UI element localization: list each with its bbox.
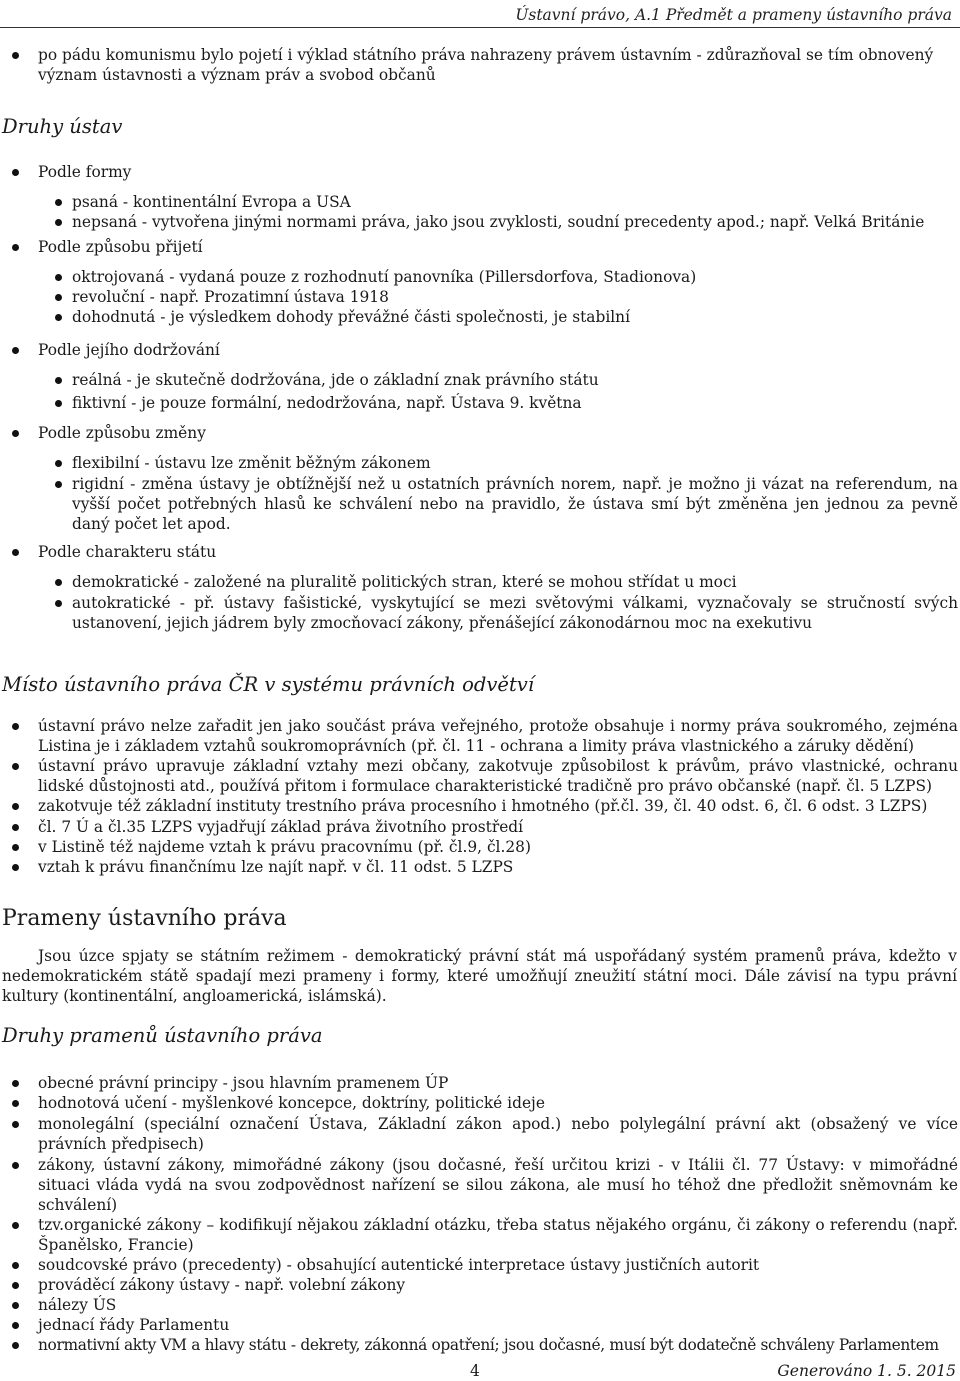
item-text: v Listině též najdeme vztah k právu pracovnímu (př. čl.9, čl.28) (38, 838, 531, 856)
bullet-icon (55, 579, 62, 586)
bullet-icon (55, 314, 62, 321)
group-dodrzovani (0, 340, 958, 413)
bullet-icon (12, 347, 19, 354)
bullet-icon (55, 400, 62, 407)
item-text: zákony, ústavní zákony, mimořádné zákony (jsou dočasné, řeší určitou krizi - v Itálii čl. 77 Ústavy: v mimořádné situaci vláda vydá na svou zodpovědnost nařízení se silou zákona, ale musí ho téhož dne předložit sněmovnám ke schválení) (38, 1156, 958, 1214)
list-item (0, 393, 958, 413)
heading-druhy-ustav: Druhy ústav (2, 115, 123, 138)
heading-druhy-pramenu: Druhy pramenů ústavního práva (2, 1024, 323, 1047)
item-text: soudcovské právo (precedenty) - obsahující autentické interpretace ústavy justičních autorit (38, 1256, 760, 1274)
bullet-icon (12, 1262, 19, 1269)
item-text: monolegální (speciální označení Ústava, Základní zákon apod.) nebo polylegální právní akt (obsažený ve více právních předpisech) (38, 1115, 958, 1153)
bullet-icon (12, 1322, 19, 1329)
group-title (0, 340, 958, 360)
bullet-icon (12, 723, 19, 730)
bullet-icon (12, 1080, 19, 1087)
page-number: 4 (470, 1362, 480, 1380)
list-item (0, 817, 958, 837)
item-text: zakotvuje též základní instituty trestního práva procesního i hmotného (př.čl. 39, čl. 40 odst. 6, čl. 6 odst. 3 LZPS) (38, 797, 928, 815)
bullet-icon (12, 169, 19, 176)
item-text: rigidní - změna ústavy je obtížnější než u ostatních právních norem, např. je možno ji vázat na referendum, na vyšší počet potřebných hlasů ke schválení nebo na pravidlo, že ústava smí být změněna jen jednou za pevně daný počet let apod. (72, 475, 958, 533)
list-item (0, 287, 958, 307)
item-text: vztah k právu finančnímu lze najít např. v čl. 11 odst. 5 LZPS (38, 858, 514, 876)
list-item (0, 307, 958, 327)
item-text: flexibilní - ústavu lze změnit běžným zákonem (72, 454, 431, 472)
item-text: obecné právní principy - jsou hlavním pramenem ÚP (38, 1074, 449, 1092)
list-item (0, 453, 958, 473)
bullet-icon (55, 460, 62, 467)
list-item (0, 1215, 958, 1255)
group-charakter (0, 542, 958, 633)
list-item (0, 1093, 958, 1113)
bullet-icon (12, 803, 19, 810)
list-item (0, 857, 958, 877)
bullet-icon (55, 600, 62, 607)
bullet-icon (12, 1100, 19, 1107)
heading-misto: Místo ústavního práva ČR v systému právních odvětví (2, 673, 535, 696)
bullet-icon (12, 1121, 19, 1128)
item-text: jednací řády Parlamentu (38, 1316, 230, 1334)
group-title (0, 542, 958, 562)
bullet-icon (55, 377, 62, 384)
item-text: revoluční - např. Prozatimní ústava 1918 (72, 288, 389, 306)
item-text: tzv.organické zákony – kodifikují nějakou základní otázku, třeba status nějakého orgánu, či zákony o referendu (např. Španělsko, Francie) (38, 1216, 958, 1254)
sub-list (0, 192, 958, 232)
bullet-icon (12, 1342, 19, 1349)
list-item (0, 1073, 958, 1093)
item-text: prováděcí zákony ústavy - např. volební zákony (38, 1276, 406, 1294)
bullet-icon (55, 481, 62, 488)
list-item (0, 1275, 958, 1295)
list-item (0, 796, 958, 816)
item-text: oktrojovaná - vydaná pouze z rozhodnutí panovníka (Pillersdorfova, Stadionova) (72, 268, 697, 286)
bullet-icon (12, 549, 19, 556)
list-item (0, 45, 958, 85)
list-item (0, 212, 958, 232)
intro-list (0, 45, 958, 85)
bullet-icon (12, 1222, 19, 1229)
generated-date: Generováno 1. 5. 2015 (777, 1362, 956, 1380)
item-text: dohodnutá - je výsledkem dohody převážné části společnosti, je stabilní (72, 308, 631, 326)
item-text: autokratické - př. ústavy fašistické, vyskytující se mezi světovými válkami, vyznačovaly se stručností svých ustanovení, jejich jádrem byly zmocňovací zákony, přenášející zákonodárnou moc na exekutivu (72, 594, 958, 632)
group-prijeti (0, 237, 958, 327)
item-text: hodnotová učení - myšlenkové koncepce, doktríny, politické ideje (38, 1094, 545, 1112)
bullet-icon (55, 219, 62, 226)
list-item (0, 716, 958, 756)
sub-list (0, 370, 958, 413)
list-item (0, 1114, 958, 1154)
bullet-icon (55, 294, 62, 301)
group-zmena (0, 423, 958, 534)
bullet-icon (12, 1282, 19, 1289)
list-item (0, 1295, 958, 1315)
header-rule (0, 27, 960, 28)
running-header: Ústavní právo, A.1 Předmět a prameny ústavního práva (515, 6, 952, 24)
sub-list (0, 453, 958, 534)
list-item (0, 192, 958, 212)
list-item (0, 267, 958, 287)
item-text: ústavní právo upravuje základní vztahy mezi občany, zakotvuje způsobilost k právům, právo vlastnické, ochranu lidské důstojnosti atd., používá přitom i formulace charakteristické tradičně pro právo občanské (např. čl. 5 LZPS) (38, 757, 958, 795)
group-title (0, 162, 958, 182)
heading-prameny: Prameny ústavního práva (2, 906, 287, 931)
group-title-text: Podle způsobu změny (38, 424, 206, 442)
bullet-icon (12, 763, 19, 770)
bullet-icon (12, 824, 19, 831)
list-item (0, 572, 958, 592)
list-item (0, 474, 958, 534)
item-text: nepsaná - vytvořena jinými normami práva, jako jsou zvyklosti, soudní precedenty apod.; např. Velká Británie (72, 213, 925, 231)
item-text: demokratické - založené na pluralitě politických stran, které se mohou střídat u moci (72, 573, 737, 591)
list-item (0, 837, 958, 857)
bullet-icon (55, 274, 62, 281)
group-title (0, 423, 958, 443)
item-text: ústavní právo nelze zařadit jen jako součást práva veřejného, protože obsahuje i normy práva soukromého, zejména Listina je i základem vztahů soukromoprávních (př. čl. 11 - ochrana a limity práva vlastnického a záruky dědění) (38, 717, 958, 755)
group-forma (0, 162, 958, 232)
item-text: čl. 7 Ú a čl.35 LZPS vyjadřují základ práva životního prostředí (38, 818, 524, 836)
bullet-icon (12, 244, 19, 251)
group-title-text: Podle způsobu přijetí (38, 238, 203, 256)
bullet-icon (55, 199, 62, 206)
sub-list (0, 267, 958, 327)
misto-list (0, 716, 958, 877)
group-title-text: Podle jejího dodržování (38, 341, 220, 359)
druhy-pramenu-list (0, 1073, 958, 1355)
item-text: normativní akty VM a hlavy státu - dekrety, zákonná opatření; jsou dočasné, musí být dodatečně schváleny Parlamentem (38, 1336, 939, 1354)
item-text: psaná - kontinentální Evropa a USA (72, 193, 351, 211)
group-title (0, 237, 958, 257)
list-item (0, 1155, 958, 1215)
item-text: reálná - je skutečně dodržována, jde o základní znak právního státu (72, 371, 599, 389)
list-item (0, 370, 958, 390)
list-item (0, 756, 958, 796)
list-item (0, 593, 958, 633)
group-title-text: Podle formy (38, 163, 132, 181)
list-item (0, 1315, 958, 1335)
bullet-icon (12, 1302, 19, 1309)
sub-list (0, 572, 958, 633)
item-text: fiktivní - je pouze formální, nedodržována, např. Ústava 9. května (72, 394, 582, 412)
prameny-paragraph: Jsou úzce spjaty se státním režimem - demokratický právní stát má uspořádaný systém pramenů práva, kdežto v nedemokratickém státě spadají mezi prameny i formy, které umožňují zneužití státní moci. Dále závisí na typu právní kultury (kontinentální, angloamerická, islámská). (2, 947, 957, 1005)
list-item (0, 1255, 958, 1275)
list-item (0, 1335, 958, 1355)
intro-text: po pádu komunismu bylo pojetí i výklad státního práva nahrazeny právem ústavním - zdůrazňoval se tím obnovený význam ústavnosti a význam práv a svobod občanů (38, 46, 934, 84)
bullet-icon (12, 52, 19, 59)
group-title-text: Podle charakteru státu (38, 543, 217, 561)
bullet-icon (12, 1162, 19, 1169)
bullet-icon (12, 430, 19, 437)
item-text: nálezy ÚS (38, 1296, 117, 1314)
bullet-icon (12, 844, 19, 851)
bullet-icon (12, 864, 19, 871)
